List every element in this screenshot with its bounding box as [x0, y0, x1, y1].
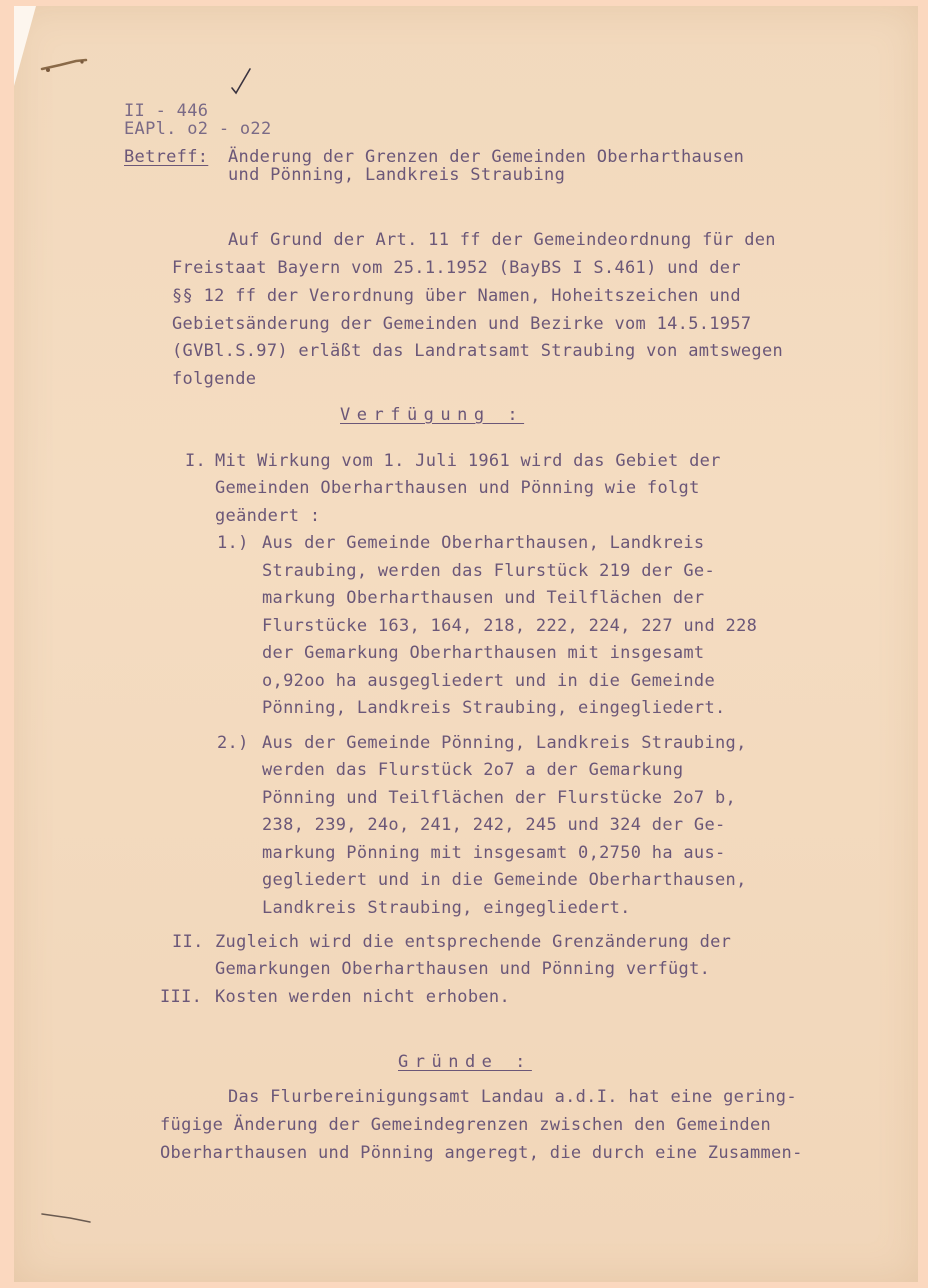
handwritten-check-icon [228, 66, 254, 96]
intro-line: Gebietsänderung der Gemeinden und Bezirke vom 14.5.1957 [172, 314, 752, 334]
gruende-line: Das Flurbereinigungsamt Landau a.d.I. hat eine gering- [228, 1087, 797, 1107]
item-line: werden das Flurstück 2o7 a der Gemarkung [262, 760, 684, 780]
item-line: der Gemarkung Oberharthausen mit insgesamt [262, 643, 705, 663]
intro-line: Freistaat Bayern vom 25.1.1952 (BayBS I S.461) und der [172, 258, 741, 278]
subject-label: Betreff: [124, 147, 209, 167]
subject-line-2: und Pönning, Landkreis Straubing [228, 165, 566, 185]
item-line: Landkreis Straubing, eingegliedert. [262, 898, 631, 918]
gruende-line: fügige Änderung der Gemeindegrenzen zwischen den Gemeinden [160, 1115, 772, 1135]
section-number: III. [160, 987, 203, 1007]
verfuegung-heading: Verfügung : [340, 405, 525, 425]
section-line: Zugleich wird die entsprechende Grenzänderung der [215, 932, 732, 952]
item-number: 1.) [217, 533, 249, 553]
item-line: Aus der Gemeinde Pönning, Landkreis Straubing, [262, 733, 747, 753]
item-line: markung Pönning mit insgesamt 0,2750 ha aus- [262, 843, 726, 863]
item-line: Straubing, werden das Flurstück 219 der Ge- [262, 561, 715, 581]
gruende-heading: Gründe : [398, 1052, 532, 1072]
section-line: Gemarkungen Oberharthausen und Pönning verfügt. [215, 959, 711, 979]
item-line: o,92oo ha ausgegliedert und in die Gemeinde [262, 671, 715, 691]
torn-corner [14, 6, 36, 86]
item-line: markung Oberharthausen und Teilflächen der [262, 588, 705, 608]
item-line: Pönning und Teilflächen der Flurstücke 2o7 b, [262, 788, 737, 808]
reference-number: II - 446 [124, 101, 209, 121]
file-reference: EAPl. o2 - o22 [124, 119, 272, 139]
gruende-line: Oberharthausen und Pönning angeregt, die durch eine Zusammen- [160, 1143, 803, 1163]
item-line: gegliedert und in die Gemeinde Oberharthausen, [262, 870, 747, 890]
intro-line: (GVBl.S.97) erläßt das Landratsamt Straubing von amtswegen [172, 341, 784, 361]
section-line: Gemeinden Oberharthausen und Pönning wie folgt [215, 478, 700, 498]
item-line: Aus der Gemeinde Oberharthausen, Landkreis [262, 533, 705, 553]
item-line: 238, 239, 24o, 241, 242, 245 und 324 der Ge- [262, 815, 726, 835]
item-number: 2.) [217, 733, 249, 753]
section-number: I. [185, 451, 207, 471]
item-line: Pönning, Landkreis Straubing, eingegliedert. [262, 698, 726, 718]
intro-line: §§ 12 ff der Verordnung über Namen, Hoheitszeichen und [172, 286, 741, 306]
intro-line: Auf Grund der Art. 11 ff der Gemeindeordnung für den [228, 230, 776, 250]
ink-smudge-icon [40, 1210, 92, 1224]
section-line: Mit Wirkung vom 1. Juli 1961 wird das Gebiet der [215, 451, 721, 471]
section-number: II. [172, 932, 204, 952]
section-line: Kosten werden nicht erhoben. [215, 987, 510, 1007]
subject-line-1: Änderung der Grenzen der Gemeinden Oberharthausen [228, 147, 745, 167]
staple-mark-icon [40, 57, 88, 75]
intro-line: folgende [172, 369, 257, 389]
item-line: Flurstücke 163, 164, 218, 222, 224, 227 und 228 [262, 616, 758, 636]
section-line: geändert : [215, 506, 321, 526]
